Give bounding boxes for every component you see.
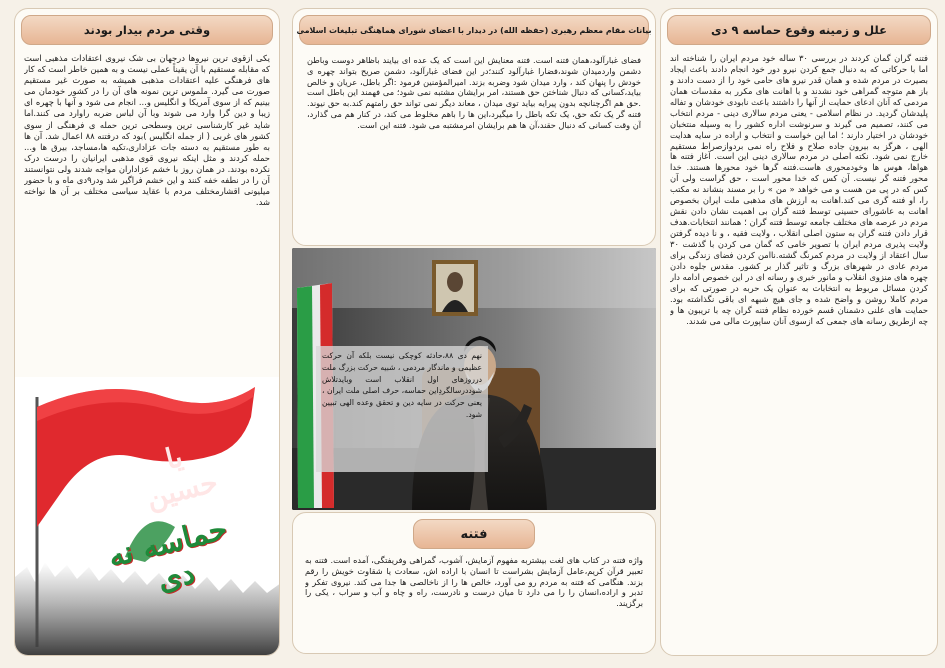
people-awake-title: وقتی مردم بیدار بودند bbox=[83, 23, 211, 37]
poster-caption: حماسه نه دی bbox=[104, 511, 231, 599]
causes-panel bbox=[660, 8, 938, 656]
nine-dey-poster bbox=[15, 377, 279, 655]
fitna-header bbox=[413, 519, 535, 549]
people-awake-header bbox=[21, 15, 273, 45]
fitna-text: واژه فتنه در کتاب های لغت بیشتربه مفهوم آزمایش، آشوب، گمراهی وفریفتگی، آمده است. فتنه به تعبیر قرآن کریم،عامل آزمایش بشراست تا انسان با اراده اش، سعادت یا شقاوت خویش را رقم بزند. هنگامی که فتنه به مردم رو می آورد، خالص ها را از ناخالصی ها جدا می کند. نیروی تفکر و تدبر و اراده،انسان را را می دارد تا میان درست و نادرست، راه و چاه و آب و سراب ، یکی را برگزیند. bbox=[305, 555, 643, 609]
fitna-panel bbox=[292, 512, 656, 654]
leader-statements-title: بیانات مقام معظم رهبری (حفظه الله) در دیدار با اعضای شورای هماهنگی تبلیغات اسلامی bbox=[296, 25, 652, 35]
causes-header bbox=[667, 15, 931, 45]
flag-inscription: یا حسین bbox=[143, 440, 221, 515]
leader-statements-panel bbox=[292, 8, 656, 246]
leader-statements-text: فضای غبارآلود،همان فتنه است. فتنه معنایش این است که یک عده ای بیایند باظاهر دوست وباطن دشمن واردمیدان شوند،فضارا غبارآلود کنند؛در این فضای غبارآلود، دشمن صریح بتواند چهره ی خودش را پنهان کند ، وارد میدان شود وضربه بزند. امیرالمؤمنین فرمود :اگر باطل، عریان و خالص بیاید،کسانی که دنبال شناختن حق هستند، امر برایشان مشتبه نمی شود؛ می فهمند این باطل است .حق هم اگرچنانچه بدون پیرایه بیاید توی میدان ، معاند دیگر نمی تواند حق رامتهم کند.به حق نیوند. فتنه گر یک تکه حق، یک تکه باطل را میگیرد،این ها را باهم مخلوط می کند، در کنار هم می گذارد، آن وقت کسانی که دنبال حقند،آن ها هم برایشان امرمشتبه می شود. فتنه این است. bbox=[307, 55, 641, 130]
people-awake-panel bbox=[14, 8, 280, 656]
leader-statements-header bbox=[296, 15, 652, 45]
people-awake-text: یکی ازقوی ترین نیروها درجهان بی شک نیروی اعتقادات مذهبی است که مقابله مستقیم با آن یقیناً عملی نیست و به همین خاطر است که کار های فرهنگی علیه اعتقادات مذهبی همیشه به صورت غیر مستقیم صورت می گیرد. ملموس ترین نمونه های آن را در کشور خودمان می بینیم که از سوی آمریکا و انگلیس و... انجام می شود و آنها با چهره ای زیبا و دین گرا وارد می شوند وبا آن لباس ضربه راوارد می کنند.اما شاید غیر کارشناسی ترین وسطحی ترین حمله ی فرهنگی از سوی کشور های غربی ( از جمله انگلیس )بود که درفتنه ۸۸ اعمال شد. آن ها به طور مستقیم به دسته جات عزاداری،تکیه ها،مساجد، بیرق ها و... حمله کردند و مثل اینکه نیروی قوی مذهبی ایرانیان را درست درک نکرده بودند. در همان روز با خشم عزاداران مواجه شدند ولی نتوانستند آن را در نطفه خفه کنند و این خشم فراگیر شد ودر۹دی ماه و با حضور میلیونی اقشارمختلف مردم با عقاید سیاسی مختلف بر آن ها نواخته شد. bbox=[24, 53, 270, 208]
causes-text: فتنه گران گمان کردند در بررسی ۳۰ ساله خود مردم ایران را شناخته اند اما با حرکاتی که به دنبال جمع کردن نیرو دور خود انجام دادند باعث ایجاد بصیرت در مردم شده و همان قدر نیرو های حامی خود را از دست دادند و باز هم متوجه گمراهی خود نشدند و با اهانت های مکرر به مقدسات همان مردمی که آنان ادعای حمایت از آنها را داشتند باعث نابودی خودشان و تفاله پلیدشان گردید. در نظام اسلامی - یعنی مردم سالاری دینی - مردم انتخاب می کنند، تصمیم می گیرند و سرنوشت اداره کشور را به وسیله منتخبان خودشان در اختیار دارند ؛ اما این خواست و انتخاب و اراده در سایه هدایت الهی ، هرگز به بیرون جاده صلاح و فلاح راه نمی بردوازصراط مستقیم خارج نمی شود. نکته اصلی در مردم سالاری دینی این است. آغاز فتنه ها هواها، هوس ها وخودمحوری هاست.فتنه گرها خود محورها هستند. خدا محور فتنه گر نیست. آن کس که خدا محور است ، حق گراست ولی آن کس که در پی من هست و می خواهد « من » را بر مسند بنشاند نه مکتب را، او فتنه گری می کند.اهانت به ارزش های مذهبی ملت ایران بخصوص اهانت به عاشورای حسینی توسط فتنه گران بی اهمیت نشان دادن نقش مردم در عرصه های مختلف جامعه توسط فتنه گران ؛ همانند انتخابات.هدف قرار دادن فتنه گران به ستون اصلی انقلاب ، ولایت فقیه ، و نا دیده گرفتن ولایت پذیری مردم ایران با تصویر خامی که گمان می کردن با گذشت ۳۰ سال اعتقاد از ولایت در مردم کمرنگ گشته.ناامن کردن فضای زندگی برای مردم عادی در شهرهای بزرگ و تاثیر گذار بر کشور. مقدس جلوه دادن چهره های منزوی انقلاب و مانور خبری و رسانه ای در این خصوص ادامه دار کردن مسائل مربوط به انتخابات به عنوان یک حربه در صورتی که برای مردم کاملا روشن و واضح شده و جای هیچ شبهه ای باقی نگذاشته بود. حمایت های علنی دشمنان قسم خورده نظام فتنه گران چه با تریبون ها و چه ازطریق رسانه های جمعی که ازسوی آنان ساپورت مالی می شدند. bbox=[670, 53, 928, 326]
photo-quote: نهم دی ۸۸،حادثه کوچکی نیست بلکه آن حرکت عظیمی و ماندگار مردمی ، شبیه حرکت بزرگ ملت درروزهای اول انقلاب است وبایدتلاش شوددرسالگردِاین حماسه، حرف اصلی ملت ایران ، یعنی حرکت در سایه دین و تحقق وعده الهی تبیین شود. bbox=[316, 346, 488, 472]
fitna-title: فتنه bbox=[460, 526, 488, 542]
poster-illustration bbox=[15, 377, 280, 656]
causes-title: علل و زمینه وقوع حماسه ۹ دی bbox=[711, 23, 887, 37]
